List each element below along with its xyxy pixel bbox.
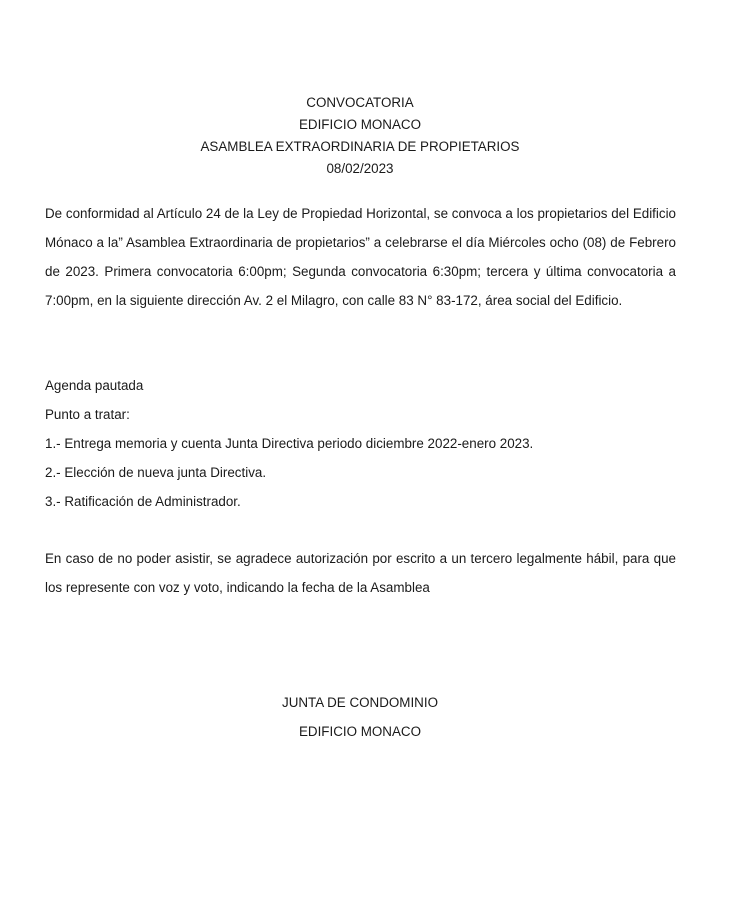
closing-paragraph: En caso de no poder asistir, se agradece autorización por escrito a un tercero legalmente hábil, para que los represente con voz y voto, indicando la fecha de la Asamblea [45, 551, 676, 595]
agenda-item: 2.- Elección de nueva junta Directiva. [45, 465, 267, 480]
agenda-section [45, 371, 676, 516]
agenda-subheading: Punto a tratar: [45, 407, 130, 422]
signature-line-building: EDIFICIO MONACO [298, 724, 421, 739]
document-title: CONVOCATORIA [306, 95, 414, 110]
building-name: EDIFICIO MONACO [298, 117, 421, 132]
intro-paragraph: De conformidad al Artículo 24 de la Ley de Propiedad Horizontal, se convoca a los propietarios del Edificio Mónaco a la” Asamblea Extraordinaria de propietarios” a celebrarse el día Miércoles ocho (08) de Febrero de 2023. Primera convocatoria 6:00pm; Segunda convocatoria 6:30pm; tercera y última convocatoria a 7:00pm, en la siguiente dirección Av. 2 el Milagro, con calle 83 N° 83-172, área social del Edificio. [45, 206, 676, 308]
signature-block [0, 688, 720, 746]
agenda-item: 3.- Ratificación de Administrador. [45, 494, 241, 509]
assembly-type: ASAMBLEA EXTRAORDINARIA DE PROPIETARIOS [200, 139, 520, 154]
signature-line-board: JUNTA DE CONDOMINIO [282, 695, 438, 710]
agenda-item: 1.- Entrega memoria y cuenta Junta Directiva periodo diciembre 2022-enero 2023. [45, 436, 534, 451]
agenda-heading: Agenda pautada [45, 378, 144, 393]
document-header [0, 92, 720, 180]
document-date: 08/02/2023 [326, 161, 394, 176]
